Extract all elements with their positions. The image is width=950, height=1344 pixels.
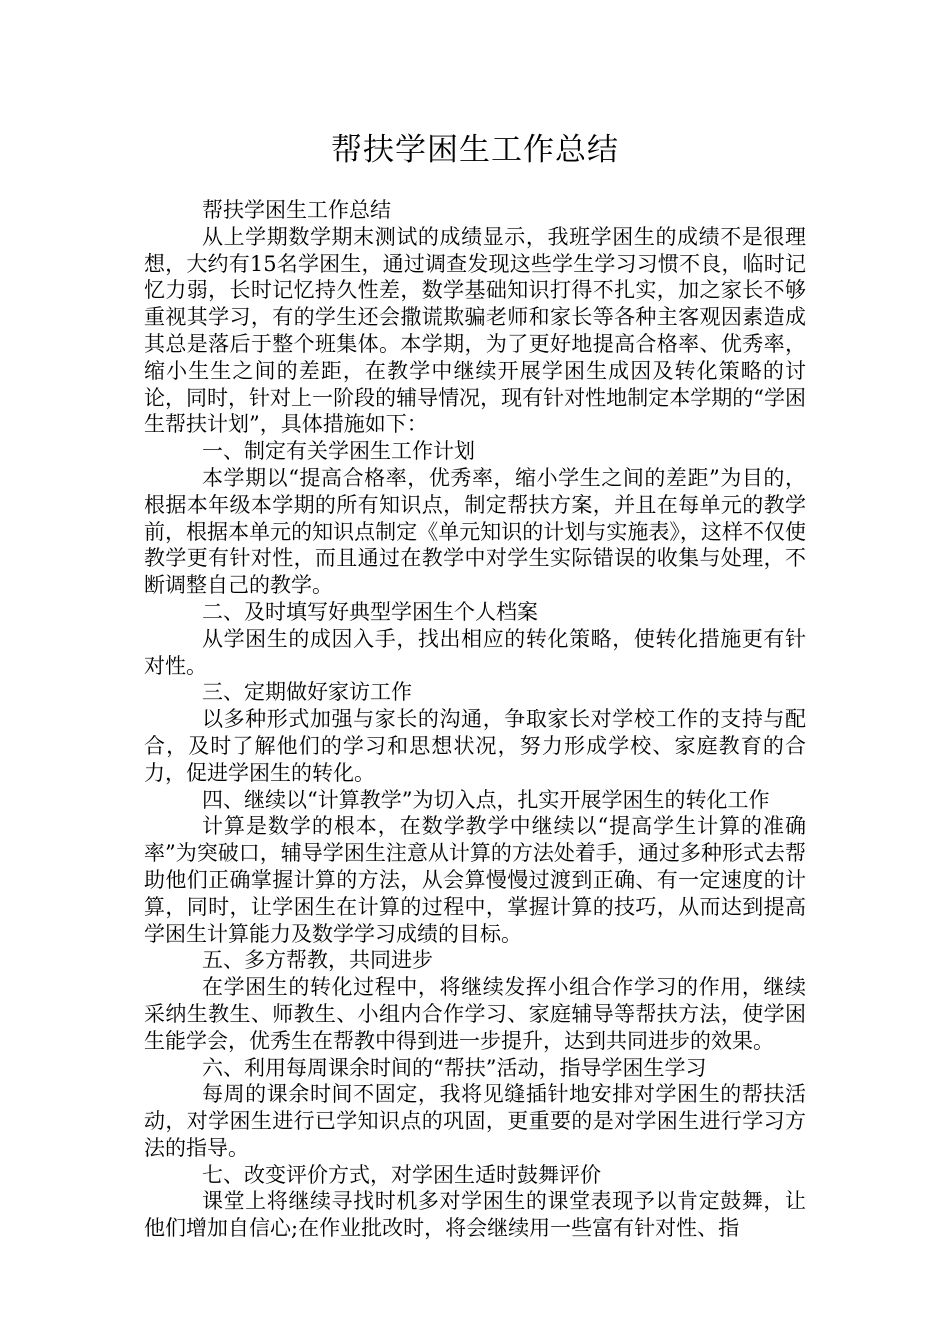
document-title: 帮扶学困生工作总结 — [331, 132, 619, 168]
section-paragraph-6: 每周的课余时间不固定，我将见缝插针地安排对学困生的帮扶活动，对学困生进行已学知识点的巩固，更重要的是对学困生进行学习方法的指导。 — [144, 1082, 806, 1160]
section-heading-4: 四、继续以“计算教学”为切入点，扎实开展学困生的转化工作 — [202, 787, 770, 812]
intro-paragraph: 从上学期数学期末测试的成绩显示，我班学困生的成绩不是很理想，大约有15名学困生，通过调查发现这些学生学习习惯不良，临时记忆力弱，长时记忆持久性差，数学基础知识打得不扎实，加之家长不够重视其学习，有的学生还会撒谎欺骗老师和家长等各种主客观因素造成其总是落后于整个班集体。本学期，为了更好地提高合格率、优秀率，缩小生生之间的差距，在教学中继续开展学困生成因及转化策略的讨论，同时，针对上一阶段的辅导情况，现有针对性地制定本学期的“学困生帮扶计划”，具体措施如下： — [144, 224, 806, 437]
section-paragraph-4: 计算是数学的根本，在数学教学中继续以“提高学生计算的准确率”为突破口，辅导学困生注意从计算的方法处着手，通过多种形式去帮助他们正确掌握计算的方法，从会算慢慢过渡到正确、有一定速度的计算，同时，让学困生在计算的过程中，掌握计算的技巧，从而达到提高学困生计算能力及数学学习成绩的目标。 — [144, 814, 806, 946]
section-heading-3: 三、定期做好家访工作 — [202, 680, 412, 705]
section-paragraph-3: 以多种形式加强与家长的沟通，争取家长对学校工作的支持与配合，及时了解他们的学习和思想状况，努力形成学校、家庭教育的合力，促进学困生的转化。 — [144, 707, 806, 785]
section-paragraph-2: 从学困生的成因入手，找出相应的转化策略，使转化措施更有针对性。 — [144, 626, 806, 678]
body-heading: 帮扶学困生工作总结 — [202, 198, 391, 222]
section-heading-1: 一、制定有关学困生工作计划 — [202, 439, 475, 464]
section-heading-2: 二、及时填写好典型学困生个人档案 — [202, 599, 538, 624]
section-paragraph-7: 课堂上将继续寻找时机多对学困生的课堂表现予以肯定鼓舞，让他们增加自信心;在作业批改时，将会继续用一些富有针对性、指 — [144, 1189, 806, 1241]
section-heading-5: 五、多方帮教，共同进步 — [202, 948, 433, 973]
section-heading-7: 七、改变评价方式，对学困生适时鼓舞评价 — [202, 1162, 601, 1187]
section-paragraph-1: 本学期以“提高合格率，优秀率，缩小学生之间的差距”为目的，根据本年级本学期的所有知识点，制定帮扶方案，并且在每单元的教学前，根据本单元的知识点制定《单元知识的计划与实施表》，这样不仅使教学更有针对性，而且通过在教学中对学生实际错误的收集与处理，不断调整自己的教学。 — [144, 465, 806, 598]
section-heading-6: 六、利用每周课余时间的“帮扶”活动，指导学困生学习 — [202, 1055, 707, 1080]
document-body — [144, 197, 806, 1242]
section-paragraph-5: 在学困生的转化过程中，将继续发挥小组合作学习的作用，继续采纳生教生、师教生、小组内合作学习、家庭辅导等帮扶方法，使学困生能学会，优秀生在帮教中得到进一步提升，达到共同进步的效果。 — [144, 975, 806, 1053]
